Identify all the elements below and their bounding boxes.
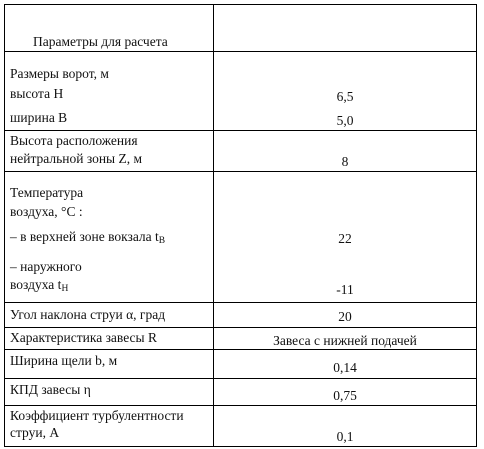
row-divider (5, 51, 476, 52)
jet-angle-label: Угол наклона струи α, град (10, 307, 166, 322)
outdoor-temp-value: -11 (336, 282, 354, 297)
neutral-zone-label-line2: нейтральной зоны Z, м (10, 151, 143, 166)
temperature-label-line2: воздуха, °C : (10, 204, 83, 219)
outdoor-label-line1: – наружного (10, 259, 82, 274)
parameters-table (4, 4, 477, 447)
outdoor-temp-label: воздуха $t_Н$ (10, 277, 69, 294)
gate-size-label: Размеры ворот, м (10, 66, 109, 81)
upper-zone-temp-label: – в верхней зоне вокзала $t_В$ (10, 229, 166, 246)
gate-width-value: 5,0 (336, 113, 354, 128)
slot-width-label: Ширина щели b, м (10, 353, 118, 368)
efficiency-label: КПД завесы η (10, 382, 91, 397)
efficiency-value: 0,75 (333, 388, 357, 403)
curtain-type-label: Характеристика завесы R (10, 330, 157, 345)
curtain-type-value: Завеса с нижней подачей (273, 333, 417, 348)
gate-height-value: 6,5 (336, 89, 354, 104)
neutral-zone-value: 8 (341, 154, 349, 169)
neutral-zone-label-line1: Высота расположения (10, 133, 138, 148)
row-divider (5, 130, 476, 131)
upper-zone-temp-value: 22 (338, 231, 352, 246)
temperature-label-line1: Температура (10, 185, 84, 200)
gate-width-label: ширина B (10, 110, 68, 125)
row-divider (5, 405, 476, 406)
turbulence-label-line1: Коэффициент турбулентности (10, 408, 184, 423)
turbulence-value: 0,1 (336, 429, 354, 444)
slot-width-value: 0,14 (333, 360, 357, 375)
row-divider (5, 327, 476, 328)
row-divider (5, 302, 476, 303)
jet-angle-value: 20 (338, 309, 352, 324)
row-divider (5, 378, 476, 379)
turbulence-label-line2: струи, A (10, 425, 60, 440)
row-divider (5, 349, 476, 350)
row-divider (5, 171, 476, 172)
header-param-label: Параметры для расчета (33, 34, 168, 49)
column-divider (213, 5, 214, 446)
gate-height-label: высота H (10, 86, 64, 101)
